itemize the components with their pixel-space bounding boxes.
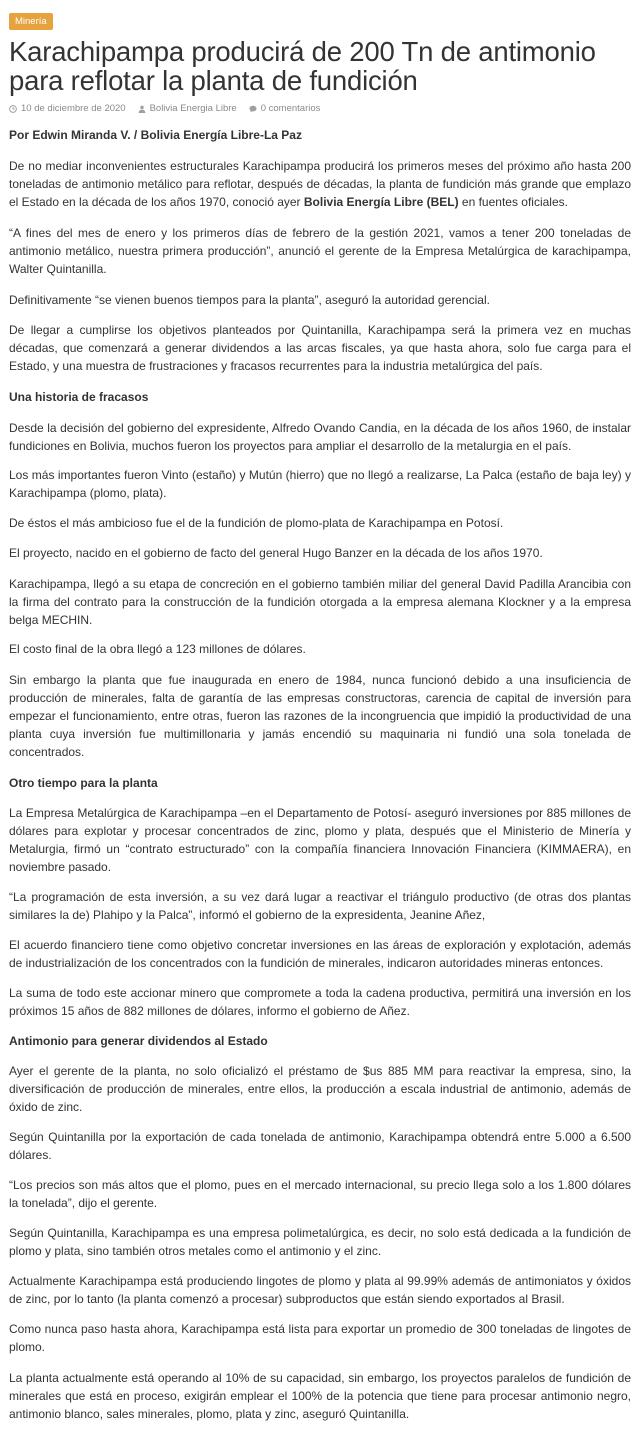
paragraph: Definitivamente “se vienen buenos tiempos para la planta”, aseguró la autoridad gerencial. [9,293,490,307]
paragraph: De éstos el más ambicioso fue el de la fundición de plomo-plata de Karachipampa en Potosí. [9,516,504,530]
category-badge[interactable]: Minería [9,13,53,30]
section-heading: Antimonio para generar dividendos al Estado [9,1034,268,1048]
paragraph: La suma de todo este accionar minero que compromete a toda la cadena productiva, permitirá una inversión en los próximos 15 años de 882 millones de dólares, informo el gobierno de Añez. [9,986,631,1018]
paragraph: El proyecto, nacido en el gobierno de facto del general Hugo Banzer en la década de los años 1970. [9,546,543,560]
paragraph: Desde la decisión del gobierno del expresidente, Alfredo Ovando Candia, en la década de los años 1960, de instalar fundiciones en Bolivia, muchos fueron los proyectos para ampliar el desarrollo de la metalurgia en el país. [9,421,631,453]
paragraph: La Empresa Metalúrgica de Karachipampa –en el Departamento de Potosí- aseguró inversiones por 885 millones de dólares para explotar y procesar concentrados de zinc, plomo y plata, después que el Ministerio de Minería y Metalurgia, firmó un “contrato estructurado” con la compañía financiera Innovación Financiera (KIMMAERA), en noviembre pasado. [9,806,631,874]
paragraph: El acuerdo financiero tiene como objetivo concretar inversiones en las áreas de exploración y explotación, además de industrialización de los concentrados con la fundición de minerales, indicaron autoridades mineras entonces. [9,938,631,970]
paragraph: Karachipampa, llegó a su etapa de concreción en el gobierno también miliar del general David Padilla Arancibia con la firma del contrato para la construcción de la fundición otorgada a la empresa alemana Klockner y a la empresa belga MECHIN. [9,577,631,627]
paragraph: De no mediar inconvenientes estructurales Karachipampa producirá los primeros meses del próximo año hasta 200 toneladas de antimonio metálico para reflotar, después de décadas, la planta de fundición más grande que emplazo el Estado en la década de los años 1970, conoció ayer Bolivia Energía Libre (BEL) en fuentes oficiales. [9,159,631,209]
comments-text: 0 comentarios [260,103,321,114]
paragraph: De llegar a cumplirse los objetivos planteados por Quintanilla, Karachipampa será la primera vez en muchas décadas, que comenzará a generar dividendos a las arcas fiscales, ya que hasta ahora, solo fue carga para el Estado, y una muestra de frustraciones y fracasos recurrentes para la industria metalúrgica del país. [9,323,631,373]
paragraph: Actualmente Karachipampa está produciendo lingotes de plomo y plata al 99.99% además de antimoniatos y óxidos de zinc, por lo tanto (la planta comenzó a procesar) subproductos que están siendo exportados al Brasil. [9,1274,631,1306]
user-icon [138,105,146,113]
paragraph: “A fines del mes de enero y los primeros días de febrero de la gestión 2021, vamos a tener 200 toneladas de antimonio metálico, nuestra primera producción”, anunció el gerente de la Empresa Metalúrgica de karachipampa, Walter Quintanilla. [9,226,631,276]
paragraph: “Los precios son más altos que el plomo, pues en el mercado internacional, su precio llega solo a los 1.800 dólares la tonelada”, dijo el gerente. [9,1178,631,1210]
paragraph: Como nunca paso hasta ahora, Karachipampa está lista para exportar un promedio de 300 toneladas de lingotes de plomo. [9,1322,631,1354]
article-meta [9,103,631,114]
paragraph: Sin embargo la planta que fue inaugurada en enero de 1984, nunca funcionó debido a una insuficiencia de producción de minerales, falta de garantía de las empresas constructoras, carencia de capital de inversión para empezar el funcionamiento, entre otras, fueron las razones de la incongruencia que impidió la productividad de una planta cuya inversión fue multimillonaria y jamás encendió su maquinaria ni fundió una sola tonelada de concentrados. [9,673,631,759]
paragraph: La planta actualmente está operando al 10% de su capacidad, sin embargo, los proyectos paralelos de fundición de minerales que está en proceso, exigirán emplear el 100% de la potencia que tiene para procesar antimonio negro, antimonio blanco, sales minerales, plomo, plata y zinc, aseguró Quintanilla. [9,1371,631,1421]
paragraph: Ayer el gerente de la planta, no solo oficializó el préstamo de $us 885 MM para reactivar la empresa, sino, la diversificación de producción de minerales, entre ellos, la producción a escala industrial de antimonio, además de óxido de zinc. [9,1064,631,1114]
section-heading: Una historia de fracasos [9,390,149,404]
clock-icon [9,105,17,113]
paragraph: Según Quintanilla, Karachipampa es una empresa polimetalúrgica, es decir, no solo está dedicada a la fundición de plomo y plata, sino también otros metales como el antimonio y el zinc. [9,1226,631,1258]
paragraph: “La programación de esta inversión, a su vez dará lugar a reactivar el triángulo productivo (de otras dos plantas similares la de) Plahipo y la Palca”, informó el gobierno de la expresidenta, Jeanine Añez, [9,890,631,922]
meta-date[interactable] [9,103,126,114]
paragraph: Según Quintanilla por la exportación de cada tonelada de antimonio, Karachipampa obtendrá entre 5.000 a 6.500 dólares. [9,1130,631,1162]
date-text: 10 de diciembre de 2020 [21,103,126,114]
article-header [0,0,640,114]
author-text: Bolivia Energia Libre [149,103,237,114]
paragraph: El costo final de la obra llegó a 123 millones de dólares. [9,642,306,656]
comment-icon [249,105,257,113]
paragraph: Los más importantes fueron Vinto (estaño) y Mutún (hierro) que no llegó a realizarse, La Palca (estaño de baja ley) y Karachipampa (plomo, plata). [9,468,631,500]
meta-comments[interactable] [249,103,321,114]
meta-author[interactable] [138,103,237,114]
section-heading: Otro tiempo para la planta [9,776,158,790]
byline: Por Edwin Miranda V. / Bolivia Energía Libre-La Paz [9,128,302,142]
article-title: Karachipampa producirá de 200 Tn de antimonio para reflotar la planta de fundición [9,36,596,96]
